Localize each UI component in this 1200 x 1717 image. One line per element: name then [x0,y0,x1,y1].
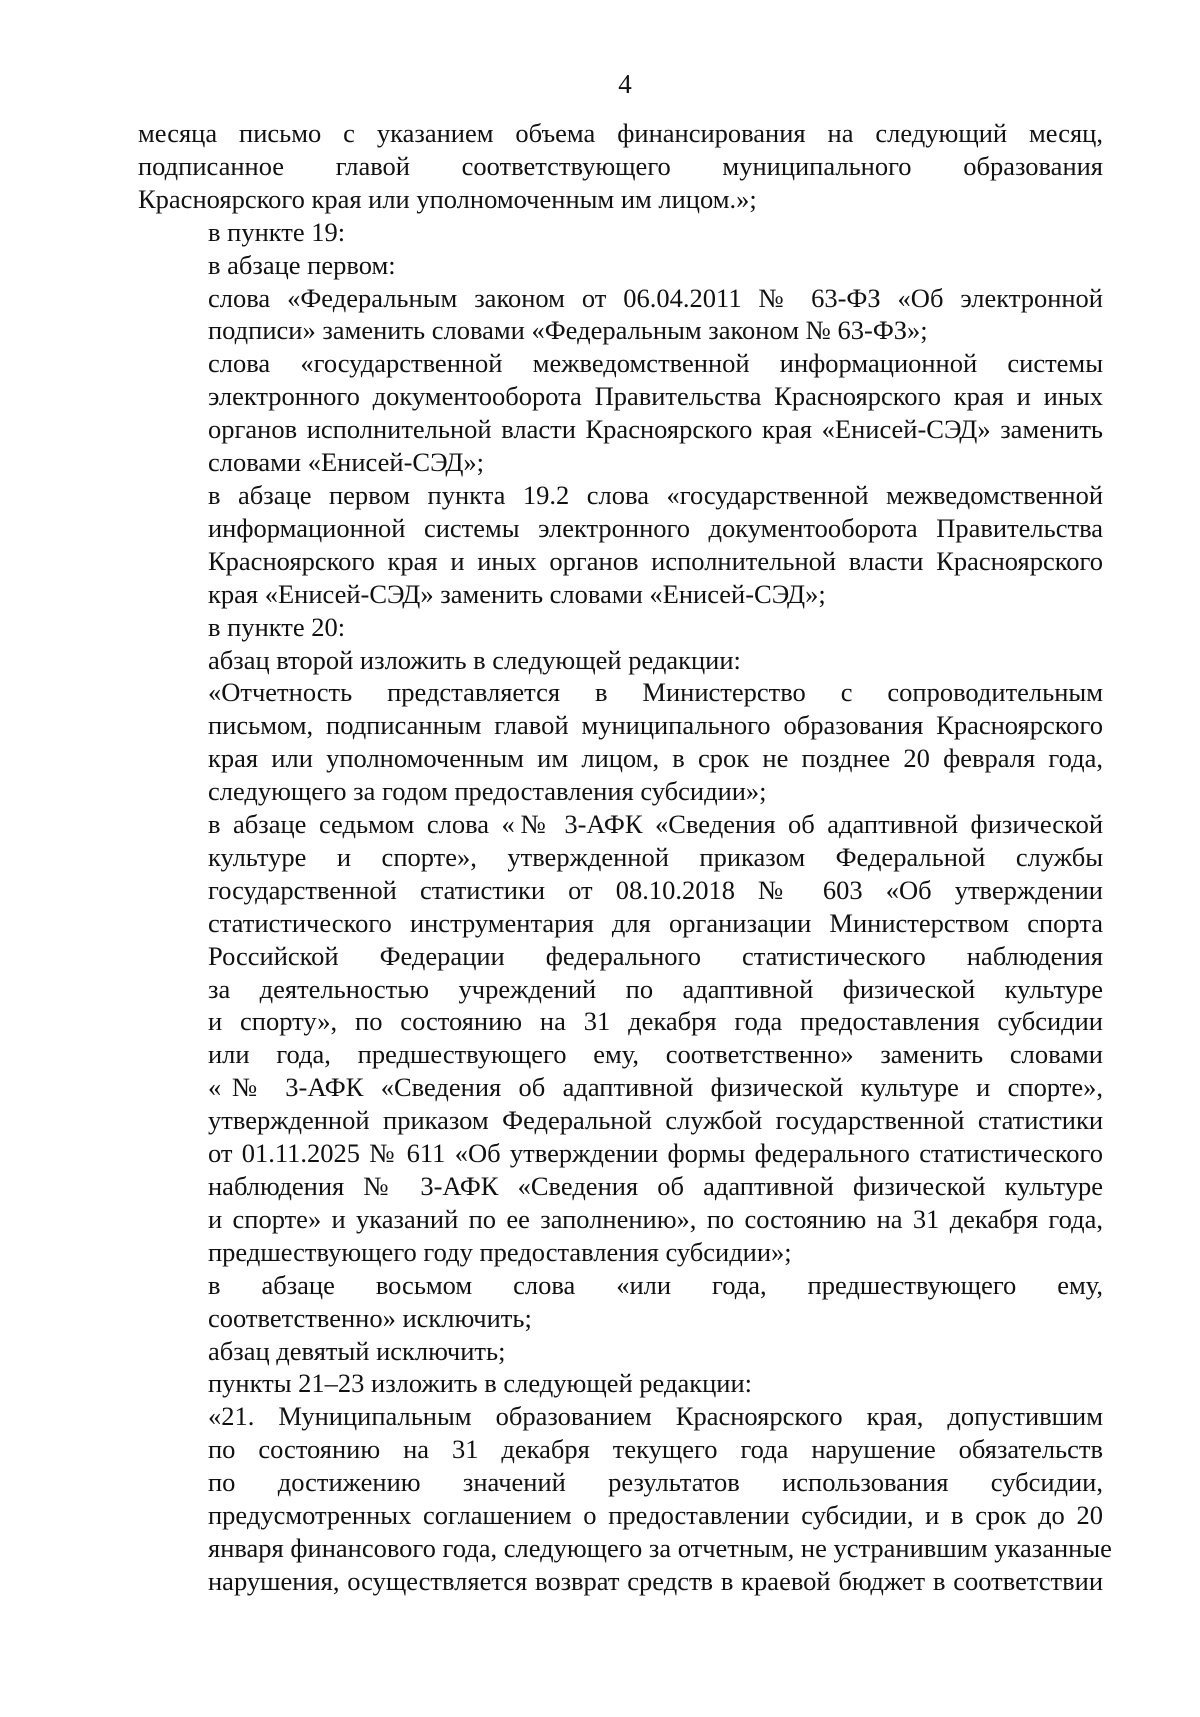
paragraph [138,1335,1103,1368]
text-line: органов исполнительной власти Красноярского края «Енисей-СЭД» заменить [208,414,1103,445]
text-line: «21. Муниципальным образованием Красноярского края, допустившим [208,1401,1103,1432]
paragraph [138,1367,1103,1400]
text-line: абзац девятый исключить; [208,1335,506,1366]
text-line: слова «государственной межведомственной информационной системы [208,348,1103,379]
text-line: электронного документооборота Правительства Красноярского края и иных [208,381,1103,412]
text-line: или года, предшествующего ему, соответственно» заменить словами [208,1039,1103,1070]
text-line: Российской Федерации федерального статистического наблюдения [208,940,1103,971]
text-line: предшествующего году предоставления субсидии»; [208,1236,792,1267]
paragraph [138,644,1103,677]
document-body [138,117,1112,1598]
text-line: письмом, подписанным главой муниципального образования Красноярского [208,710,1103,741]
text-line: информационной системы электронного документооборота Правительства [208,512,1103,543]
text-line: января финансового года, следующего за отчетным, не устранившим указанные [208,1532,1112,1563]
text-line: предусмотренных соглашением о предоставлении субсидии, и в срок до 20 [208,1500,1103,1531]
text-line: статистического инструментария для организации Министерством спорта [208,907,1103,938]
paragraph [138,1400,1112,1597]
text-line: пункты 21–23 изложить в следующей редакции: [208,1368,753,1399]
text-line: культуре и спорте», утвержденной приказом Федеральной службы [208,841,1103,872]
text-line: словами «Енисей-СЭД»; [208,447,485,478]
text-line: по состоянию на 31 декабря текущего года нарушение обязательств [208,1434,1103,1465]
text-line: наблюдения № 3-АФК «Сведения об адаптивной физической культуре [208,1171,1103,1201]
text-line: абзац второй изложить в следующей редакции: [208,644,741,675]
page-number: 4 [618,69,632,99]
text-line: от 01.11.2025 № 611 «Об утверждении формы федерального статистического [208,1138,1103,1169]
text-line: «№ 3-АФК «Сведения об адаптивной физической культуре и спорте», [208,1072,1103,1103]
text-line: слова «Федеральным законом от 06.04.2011 № 63-ФЗ «Об электронной [208,282,1103,313]
paragraph [138,611,1103,644]
text-line: «Отчетность представляется в Министерство с сопроводительным [208,677,1103,708]
text-line: и спорту», по состоянию на 31 декабря года предоставления субсидии [208,1006,1103,1037]
text-line: утвержденной приказом Федеральной службой государственной статистики [208,1105,1103,1136]
text-line: соответственно» исключить; [208,1302,532,1333]
paragraph [138,282,1103,348]
text-line: за деятельностью учреждений по адаптивной физической культуре [208,973,1103,1004]
text-line: в абзаце седьмом слова «№ 3-АФК «Сведения об адаптивной физической [208,809,1103,840]
text-line: в абзаце первом пункта 19.2 слова «государственной межведомственной [208,479,1103,510]
text-line: в пункте 19: [208,216,346,247]
text-line: края «Енисей-СЭД» заменить словами «Енисей-СЭД»; [208,578,826,609]
text-line: в пункте 20: [208,611,346,642]
text-line: подписанное главой соответствующего муниципального образования [138,150,1103,181]
text-line: и спорте» и указаний по ее заполнению», по состоянию на 31 декабря года, [208,1203,1103,1234]
text-line: Красноярского края или уполномоченным им лицом.»; [138,183,757,214]
text-line: нарушения, осуществляется возврат средств в краевой бюджет в соответствии [208,1565,1103,1596]
text-line: подписи» заменить словами «Федеральным законом № 63-ФЗ»; [208,315,928,346]
paragraph [138,117,1103,216]
text-line: месяца письмо с указанием объема финансирования на следующий месяц, [138,118,1103,148]
paragraph [138,216,1103,249]
paragraph [138,347,1103,479]
text-line: по достижению значений результатов использования субсидии, [208,1467,1103,1498]
text-line: в абзаце первом: [208,249,396,280]
paragraph [138,249,1103,282]
text-line: края или уполномоченным им лицом, в срок не позднее 20 февраля года, [208,743,1103,774]
paragraph [138,808,1103,1269]
paragraph [138,479,1103,611]
paragraph [138,1269,1103,1335]
text-line: следующего за годом предоставления субсидии»; [208,776,767,807]
text-line: государственной статистики от 08.10.2018 № 603 «Об утверждении [208,874,1103,905]
paragraph [138,676,1103,808]
text-line: в абзаце восьмом слова «или года, предшествующего ему, [208,1269,1103,1300]
text-line: Красноярского края и иных органов исполнительной власти Красноярского [208,545,1103,576]
